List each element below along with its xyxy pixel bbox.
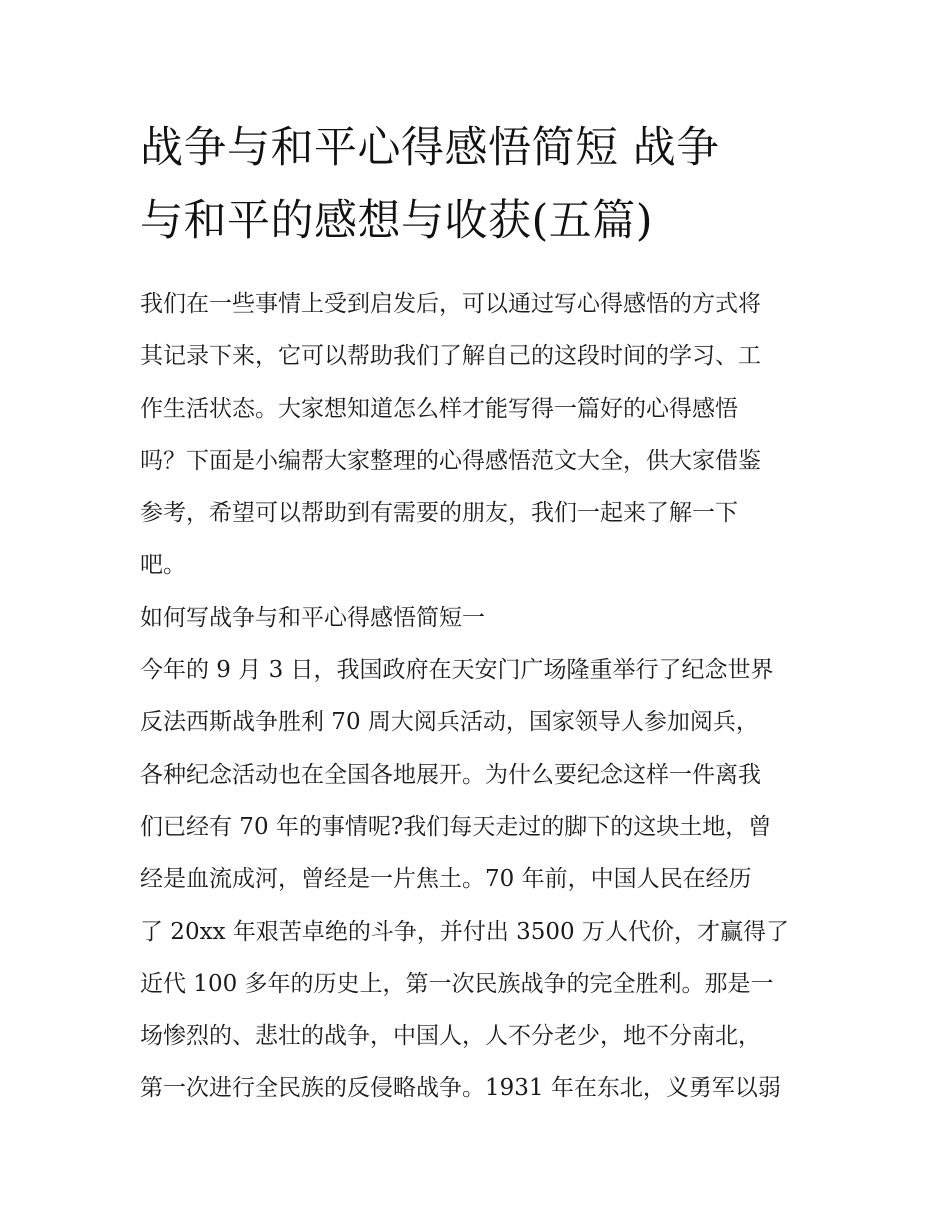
document-title bbox=[140, 112, 812, 258]
title-line-1: 战争与和平心得感悟简短 战争 bbox=[140, 123, 720, 173]
section-line: 经是血流成河，曾经是一片焦土。70 年前，中国人民在经历 bbox=[140, 866, 752, 893]
section-line: 今年的 9 月 3 日，我国政府在天安门广场隆重举行了纪念世界 bbox=[140, 657, 774, 684]
document-body bbox=[140, 278, 812, 1115]
document-content bbox=[140, 112, 812, 1115]
intro-line: 吗？下面是小编帮大家整理的心得感悟范文大全，供大家借鉴 bbox=[140, 447, 761, 474]
title-line-2: 与和平的感想与收获(五篇) bbox=[140, 196, 654, 246]
intro-line: 参考，希望可以帮助到有需要的朋友，我们一起来了解一下 bbox=[140, 500, 738, 527]
section-line: 场惨烈的、悲壮的战争，中国人，人不分老少，地不分南北， bbox=[140, 1023, 761, 1050]
section-line: 第一次进行全民族的反侵略战争。1931 年在东北，义勇军以弱 bbox=[140, 1075, 781, 1102]
section-line: 了 20xx 年艰苦卓绝的斗争，并付出 3500 万人代价，才赢得了 bbox=[140, 918, 789, 945]
intro-line: 作生活状态。大家想知道怎么样才能写得一篇好的心得感悟 bbox=[140, 395, 738, 422]
section-line: 们已经有 70 年的事情呢?我们每天走过的脚下的这块土地，曾 bbox=[140, 813, 772, 840]
section-line: 反法西斯战争胜利 70 周大阅兵活动，国家领导人参加阅兵， bbox=[140, 709, 759, 736]
section-paragraph bbox=[140, 644, 812, 1115]
intro-line: 吧。 bbox=[140, 552, 186, 579]
intro-line: 其记录下来，它可以帮助我们了解自己的这段时间的学习、工 bbox=[140, 343, 761, 370]
intro-line: 我们在一些事情上受到启发后，可以通过写心得感悟的方式将 bbox=[140, 291, 761, 317]
section-heading: 如何写战争与和平心得感悟简短一 bbox=[140, 604, 485, 631]
intro-paragraph bbox=[140, 278, 812, 592]
section-line: 近代 100 多年的历史上，第一次民族战争的完全胜利。那是一 bbox=[140, 970, 774, 997]
section-line: 各种纪念活动也在全国各地展开。为什么要纪念这样一件离我 bbox=[140, 761, 761, 788]
